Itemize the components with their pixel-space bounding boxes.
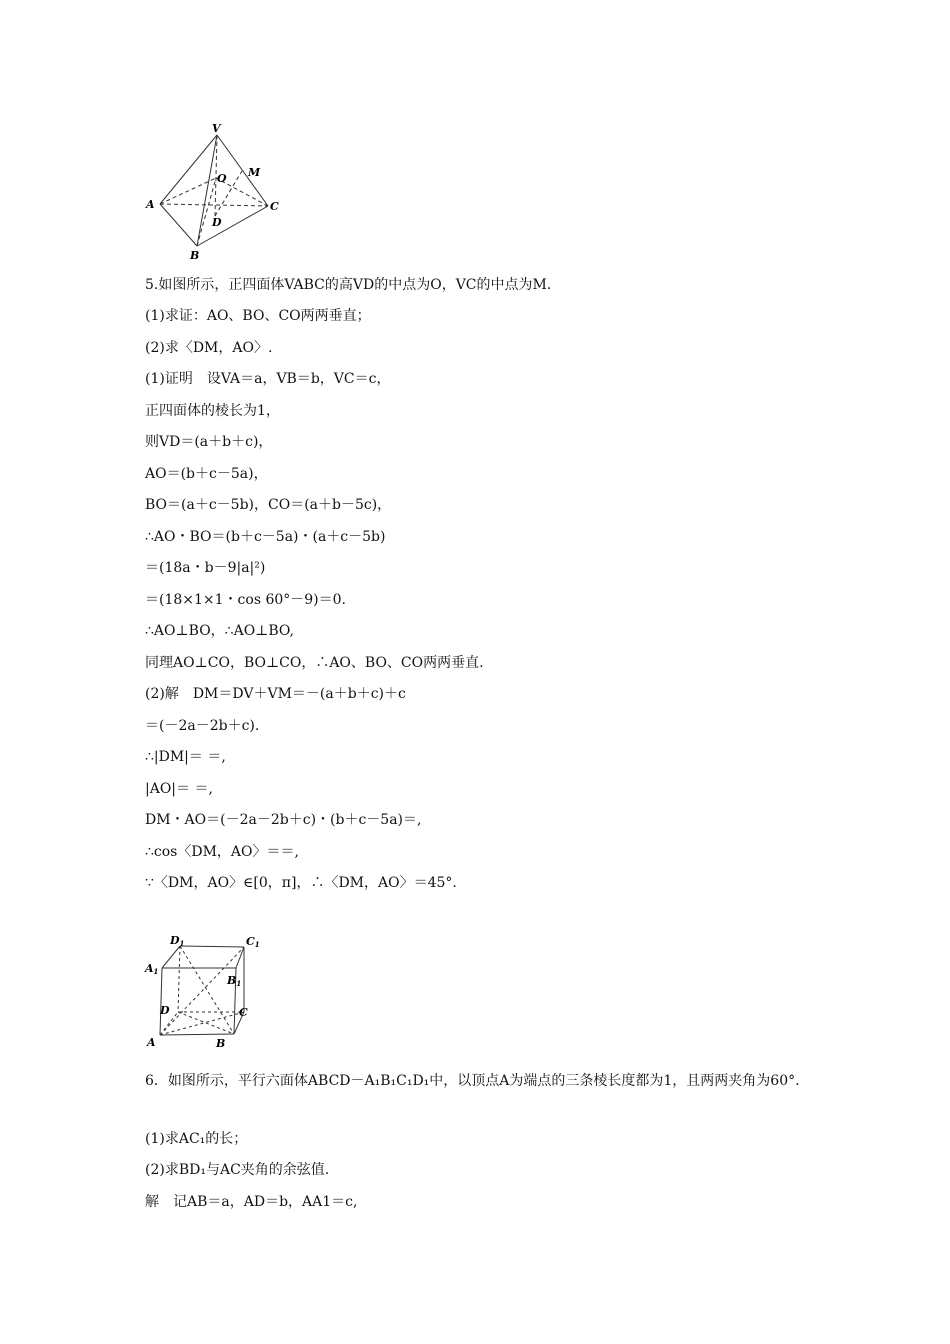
problem5-line: (2)求〈DM，AO〉.	[145, 340, 273, 356]
problem6-line: 6．如图所示，平行六面体ABCD－A₁B₁C₁D₁中，以顶点A为端点的三条棱长度都为1，且两两夹角为60°.	[145, 1073, 800, 1089]
problem5-line: ∴AO・BO＝(b＋c－5a)・(a＋c－5b)	[145, 529, 386, 545]
problem6-line: (1)求AC₁的长；	[145, 1131, 248, 1147]
label-D: D	[212, 216, 222, 229]
label-A: A	[147, 1036, 156, 1049]
tetrahedron-figure	[140, 120, 290, 265]
problem5-line: 同理AO⊥CO，BO⊥CO，∴AO、BO、CO两两垂直.	[145, 655, 484, 671]
problem5-line: 5.如图所示，正四面体VABC的高VD的中点为O，VC的中点为M.	[145, 277, 552, 293]
problem5-line: ∴|DM|＝ ＝,	[145, 749, 226, 765]
problem5-line: ∵〈DM，AO〉∈[0，π]，∴〈DM，AO〉＝45°.	[145, 875, 457, 891]
problem5-line: |AO|＝ ＝,	[145, 781, 213, 797]
problem5-line: ＝(－2a－2b＋c).	[145, 718, 260, 734]
label-A1: A1	[145, 962, 159, 976]
problem5-line: (1)证明 设VA＝a，VB＝b，VC＝c，	[145, 371, 391, 387]
label-M: M	[248, 166, 261, 179]
problem5-line: (2)解 DM＝DV＋VM＝－(a＋b＋c)＋c	[145, 686, 406, 702]
label-C: C	[239, 1006, 248, 1019]
label-A: A	[146, 198, 155, 211]
problem5-line: ∴cos〈DM，AO〉＝＝,	[145, 844, 299, 860]
label-V: V	[212, 122, 221, 135]
label-C1: C1	[246, 935, 260, 949]
label-B: B	[190, 249, 200, 262]
label-B1: B1	[227, 974, 242, 988]
problem5-line: 则VD＝(a＋b＋c)，	[145, 434, 273, 450]
label-O: O	[217, 172, 227, 185]
problem5-line: BO＝(a＋c－5b)，CO＝(a＋b－5c)，	[145, 497, 392, 513]
problem5-line: AO＝(b＋c－5a)，	[145, 466, 268, 482]
problem5-line: ＝(18×1×1・cos 60°－9)＝0.	[145, 592, 346, 608]
problem5-line: (1)求证：AO、BO、CO两两垂直；	[145, 308, 371, 324]
problem6-line: (2)求BD₁与AC夹角的余弦值.	[145, 1162, 330, 1178]
problem5-line: ∴AO⊥BO，∴AO⊥BO,	[145, 623, 295, 639]
label-B: B	[216, 1037, 226, 1050]
problem6-line: 解 记AB＝a，AD＝b，AA1＝c,	[145, 1194, 358, 1210]
problem5-line: DM・AO＝(－2a－2b＋c)・(b＋c－5a)＝,	[145, 812, 422, 828]
parallelepiped-figure	[140, 930, 270, 1050]
label-C: C	[270, 200, 279, 213]
label-D: D	[160, 1004, 170, 1017]
label-D1: D1	[170, 934, 185, 948]
problem5-line: 正四面体的棱长为1，	[145, 403, 280, 419]
problem5-line: ＝(18a・b－9|a|²)	[145, 560, 266, 576]
